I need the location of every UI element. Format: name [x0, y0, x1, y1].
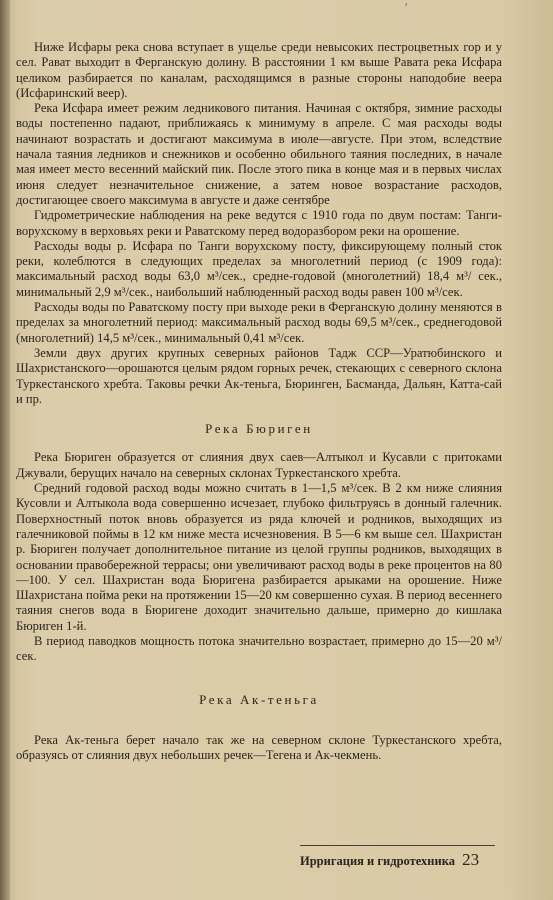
- paragraph-buriggen-discharge: Средний годовой расход воды можно считать в 1—1,5 м³/сек. В 2 км ниже слияния Кусовли и Алтыкола вода совершенно исчезает, глубоко фильтруясь в донный галечник. Поверхностный поток вновь образуется из ряда ключей и родников, выходящих из галечниковой поймы в 12 км ниже места исчезновения. В 5—6 км выше сел. Шахристан р. Бюриген получает дополнительное питание из целой группы родников, выходящих в основании правобережной террасы; они увеличивают расход воды в реке процентов на 80—100. У сел. Шахристан вода Бюригена разбирается арыками на орошение. Ниже Шахристана пойма реки на протяжении 15—20 км совершенно сухая. В период весеннего таяния снегов вода в Бюригене доходит значительно дальше, примерно до кишлака Бюриген 1-й.: [16, 481, 502, 633]
- paragraph-ak-tenga-origin: Река Ак-теньга берет начало так же на северном склоне Туркестанского хребта, образуясь от слияния двух небольших речек—Тегена и Ак-чекмень.: [16, 732, 502, 763]
- running-title: Ирригация и гидротехника: [300, 854, 455, 868]
- page-gutter: [0, 0, 10, 900]
- paragraph-tangi-vorukh-discharge: Расходы воды р. Исфара по Танги ворухскому посту, фиксирующему полный сток реки, колеблются в следующих пределах за многолетний период (с 1909 года): максимальный расход воды 63,0 м³/сек., средне-годовой (многолетний) 18,4 м³/ сек., минимальный 2,9 м³/сек., наибольший наблюденный расход воды равен 100 м³/сек.: [16, 238, 502, 299]
- page-number: 23: [462, 850, 480, 869]
- paragraph-isfara-regime: Река Исфара имеет режим ледникового питания. Начиная с октября, зимние расходы воды постепенно падают, приближаясь к минимуму в апреле. С мая расходы воды начинают возрастать и достигают максимума в июле—августе. При этом, вследствие начала таяния ледников и снежников и особенно обильного таяния последних, в начале мая имеет место весенний майский пик. После этого пика в конце мая и в первых числах июня следует незначительное снижение, а затем новое возрастание расходов, достигающее своего максимума в августе и даже сентябре: [16, 101, 502, 207]
- paragraph-buriggen-origin: Река Бюриген образуется от слияния двух саев—Алтыкол и Кусавли с притоками Джували, берущих начало на северных склонах Туркестанского хребта.: [16, 450, 502, 480]
- footer-rule: [300, 845, 495, 846]
- section-heading-buriggen: Река Бюриген: [205, 421, 313, 437]
- top-mark: ʹ: [405, 0, 408, 14]
- paragraph-hydrometric-observations: Гидрометрические наблюдения на реке ведутся с 1910 года по двум постам: Танги-ворухскому в верховьях реки и Раватскому перед водоразбором реки на орошение.: [16, 208, 502, 238]
- paragraph-isfara-valley: Ниже Исфары река снова вступает в ущелье среди невысоких пестроцветных гор и у сел. Рават выходит в Ферганскую долину. В расстоянии 1 км выше Равата река Исфара целиком разбирается по каналам, расходящимся в разные стороны наподобие веера (Исфаринский веер).: [16, 40, 502, 100]
- paragraph-northern-districts: Земли двух других крупных северных районов Тадж ССР—Уратюбинского и Шахристанского—орошаются целым рядом горных речек, стекающих с северного склона Туркестанского хребта. Таковы речки Ак-теньга, Бюринген, Басманда, Дальян, Катта-сай и пр.: [16, 345, 502, 406]
- page-footer: [300, 850, 500, 870]
- paragraph-buriggen-floods: В период паводков мощность потока значительно возрастает, примерно до 15—20 м³/сек.: [16, 633, 502, 664]
- page-body: [16, 40, 502, 763]
- section-heading-ak-tenga: Река Ак-теньга: [199, 691, 319, 707]
- paragraph-ravat-discharge: Расходы воды по Раватскому посту при выходе реки в Ферганскую долину меняются в пределах за многолетний период: максимальный расход воды 69,5 м³/сек., среднегодовой (многолетний) 14,5 м³/сек., минимальный 0,41 м³/сек.: [16, 300, 502, 345]
